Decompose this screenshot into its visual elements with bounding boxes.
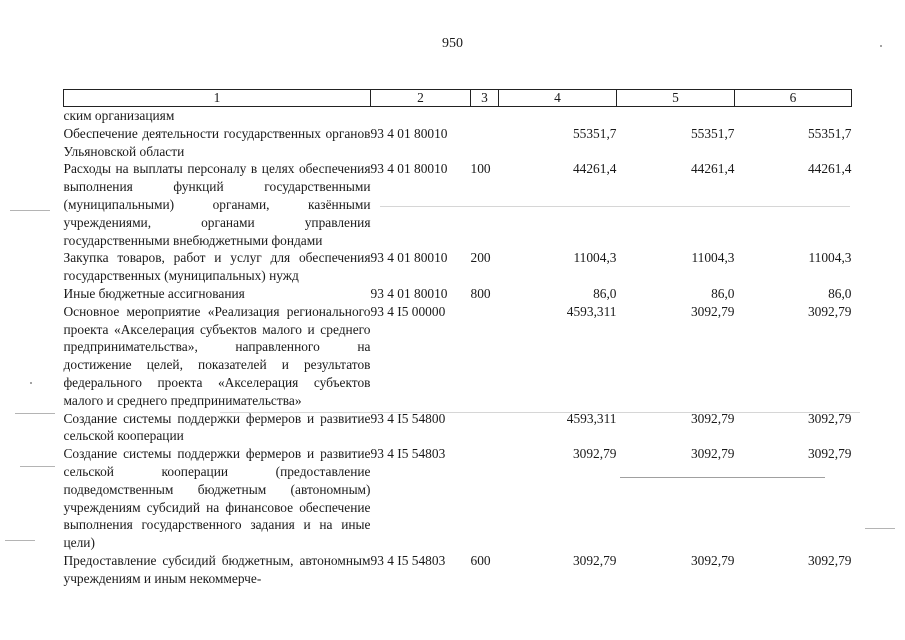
row-type	[471, 303, 499, 410]
table-row	[64, 410, 852, 446]
row-name: Предоставление субсидий бюджетным, автономным учреждениям и иным некоммерче-	[63, 552, 371, 586]
header-row	[64, 90, 852, 107]
table-row	[64, 285, 852, 303]
row-name: Расходы на выплаты персоналу в целях обеспечения выполнения функций государственными (муниципальными) органами, казёнными учреждениями, органами управления государственными внебюджетными фондами	[63, 161, 371, 248]
row-value-4: 11004,3	[573, 250, 617, 266]
row-value-5: 3092,79	[690, 446, 735, 462]
row-value-6: 3092,79	[807, 446, 852, 462]
row-name: Создание системы поддержки фермеров и развитие сельской кооперации	[63, 410, 371, 444]
page-number: 950	[442, 36, 463, 51]
table-row	[64, 160, 852, 249]
row-value-5: 44261,4	[690, 161, 735, 177]
budget-table	[63, 89, 852, 588]
row-type: 200	[470, 250, 491, 266]
row-type	[471, 410, 499, 446]
col-header-1: 1	[64, 90, 371, 107]
row-value-5: 11004,3	[691, 250, 735, 266]
row-code: 93 4 01 80010	[370, 250, 448, 266]
row-type: 600	[470, 552, 491, 568]
row-name: ским организациям	[63, 108, 175, 123]
col-header-6: 6	[735, 90, 852, 107]
row-value-6: 11004,3	[808, 250, 852, 266]
row-value-6: 86,0	[828, 285, 852, 301]
row-code: 93 4 01 80010	[370, 125, 448, 141]
row-value-4: 3092,79	[572, 552, 617, 568]
row-code: 93 4 01 80010	[370, 285, 448, 301]
scan-artifact	[15, 413, 55, 414]
row-value-4: 86,0	[593, 285, 617, 301]
scan-artifact	[880, 45, 882, 47]
row-name: Обеспечение деятельности государственных органов Ульяновской области	[63, 125, 371, 159]
row-name: Создание системы поддержки фермеров и развитие сельской кооперации (предоставление подведомственным бюджетным (автономным) учреждениям субсидий на финансовое обеспечение выполнения государственного задания и на иные цели)	[63, 446, 371, 551]
row-code: 93 4 I5 00000	[370, 303, 446, 319]
scan-artifact	[5, 540, 35, 541]
scan-artifact	[30, 382, 32, 384]
row-value-6: 3092,79	[807, 410, 852, 426]
row-type	[471, 445, 499, 552]
scan-artifact	[865, 528, 895, 529]
row-name: Основное мероприятие «Реализация регионального проекта «Акселерация субъектов малого и среднего предпринимательства», направленного на достижение целей, показателей и результатов федерального проекта «Акселерация субъектов малого и среднего предпринимательства»	[63, 303, 371, 408]
table-row	[64, 125, 852, 161]
row-value-4: 4593,311	[566, 410, 617, 426]
scan-artifact	[10, 210, 50, 211]
table-row	[64, 303, 852, 410]
row-value-4: 3092,79	[572, 446, 617, 462]
row-code: 93 4 I5 54803	[370, 552, 446, 568]
row-type: 100	[470, 161, 491, 177]
scan-artifact	[380, 206, 850, 207]
col-header-3: 3	[471, 90, 499, 107]
scan-artifact	[220, 412, 860, 413]
row-value-4: 55351,7	[572, 125, 617, 141]
row-value-4: 4593,311	[566, 303, 617, 319]
row-value-6: 55351,7	[807, 125, 852, 141]
row-value-5	[617, 107, 735, 125]
col-header-4: 4	[499, 90, 617, 107]
row-value-5: 3092,79	[690, 410, 735, 426]
table-row	[64, 445, 852, 552]
row-code: 93 4 I5 54800	[370, 410, 446, 426]
row-value-6: 44261,4	[807, 161, 852, 177]
table-row	[64, 107, 852, 125]
row-code: 93 4 01 80010	[370, 161, 448, 177]
row-value-5: 3092,79	[690, 303, 735, 319]
col-header-2: 2	[371, 90, 471, 107]
row-name: Закупка товаров, работ и услуг для обеспечения государственных (муниципальных) нужд	[63, 250, 371, 284]
scan-artifact	[20, 466, 55, 467]
table-row	[64, 552, 852, 588]
col-header-5: 5	[617, 90, 735, 107]
table-row	[64, 249, 852, 285]
scan-artifact	[620, 477, 825, 478]
row-value-6: 3092,79	[807, 303, 852, 319]
row-type: 800	[470, 285, 491, 301]
row-value-6: 3092,79	[807, 552, 852, 568]
row-name: Иные бюджетные ассигнования	[63, 285, 245, 301]
row-value-4	[499, 107, 617, 125]
row-value-4: 44261,4	[572, 161, 617, 177]
row-type	[471, 107, 499, 125]
row-value-5: 3092,79	[690, 552, 735, 568]
row-value-6	[735, 107, 852, 125]
row-value-5: 55351,7	[690, 125, 735, 141]
row-code	[371, 107, 471, 125]
row-code: 93 4 I5 54803	[370, 446, 446, 462]
row-type	[471, 125, 499, 161]
row-value-5: 86,0	[711, 285, 735, 301]
